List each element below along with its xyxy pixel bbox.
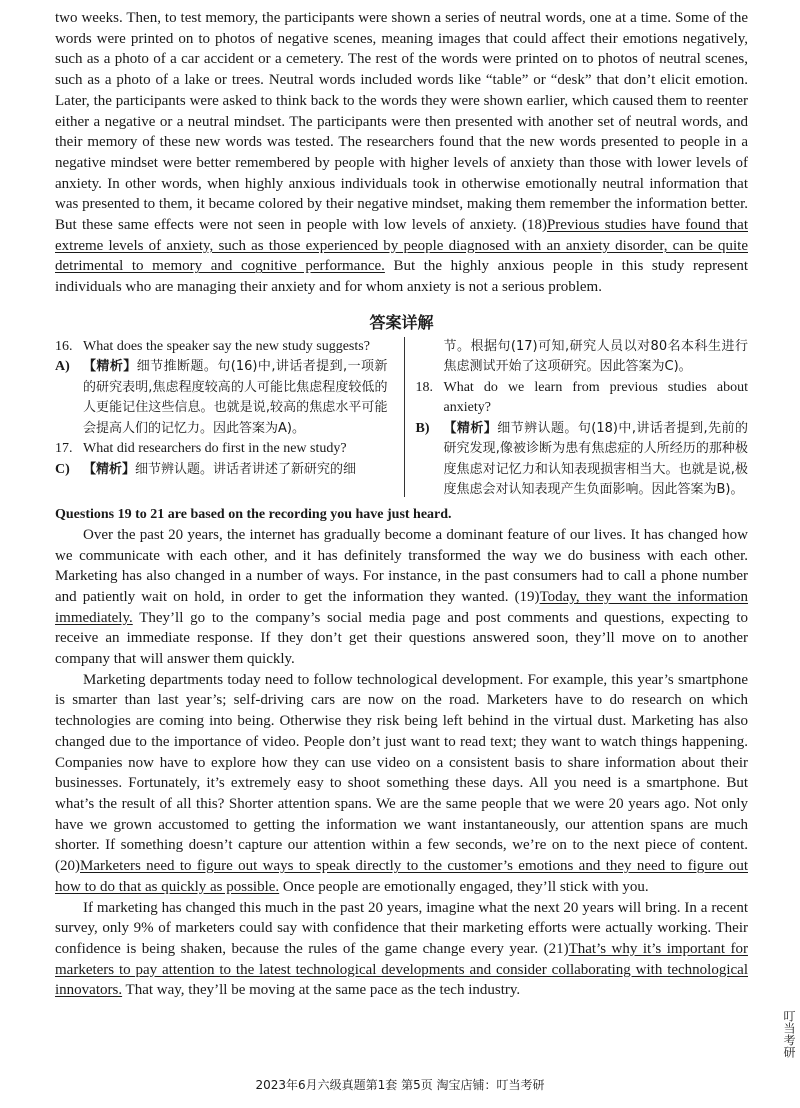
question-16: 16. What does the speaker say the new study suggests?	[55, 338, 370, 354]
answer-17-continued: 节。根据句(17)可知,研究人员以对80名本科生进行焦虑测试开始了这项研究。因此答案为C)。	[443, 338, 748, 375]
passage-top: two weeks. Then, to test memory, the participants were shown a series of neutral words, one at a time. Some of the words were printed on to photos of negative scenes, meaning images that could affect their emotions negatively, such as a photo of a car accident or a cemetery. The rest of the words were printed on to photos of neutral scenes, such as a photo of a lake or trees. Neutral words included words like “table” or “desk” that don’t elicit emotion. Later, the participants were asked to think back to the words they were shown earlier, which caused them to reenter either a negative or a neutral mindset. The participants were then presented with another set of neutral words, and their memory of these new words was tested. The researchers found that the new words presented to people in a negative mindset were better remembered by people with higher levels of anxiety than those with lower levels of anxiety. In other words, when highly anxious individuals took in otherwise emotionally neutral information that was presented to them, it became colored by their negative mindset, making them remember the information better. But these same effects were not seen in people with low levels of anxiety. (18)Previous studies have found that extreme levels of anxiety, such as those experienced by people diagnosed with an anxiety disorder, can be quite detrimental to memory and cognitive performance. But the highly anxious people in this study represent individuals who are managing their anxiety and for whom anxiety is not a serious problem.	[55, 10, 748, 296]
answer-17: C) 【精析】细节辨认题。讲话者讲述了新研究的细	[55, 461, 357, 477]
questions-19-21-heading: Questions 19 to 21 are based on the recording you have just heard.	[55, 506, 452, 522]
answers-right-column	[402, 337, 749, 501]
sentence-marker-18: (18)	[521, 217, 547, 234]
underlined-sentence-18: Previous studies have found that extreme levels of anxiety, such as those experienced by people diagnosed with an anxiety disorder, can be quite detrimental to memory and cognitive performance.	[55, 217, 748, 275]
answers-columns	[55, 337, 748, 501]
paragraph-2: Marketing departments today need to follow technological development. For example, this year’s smartphone is smarter than last year’s; self-driving cars are now on the road. Marketers have to do research on which technologies are coming into being. Otherwise they risk being left behind in the virtual dust. Marketing has also changed due to the importance of video. People don’t just want to read text; they want to watch things happening. Companies now have to explore how they can use video on a consistent basis to share information about their businesses. Fortunately, it’s extremely easy to shoot something these days. All you need is a smartphone. But what’s the result of all this? Shorter attention spans. We are the same people that we were 20 years ago. Not only have we grown accustomed to getting the information we want instantaneously, our attention spans are much shorter. If something doesn’t capture our attention within a few seconds, we’re on to the next piece of content. (20)Marketers need to figure out ways to speak directly to the customer’s emotions and they need to figure out how to do that as quickly as possible. Once people are emotionally engaged, they’ll stick with you.	[55, 671, 748, 895]
question-17: 17. What did researchers do first in the new study?	[55, 441, 347, 457]
page-footer: 2023年6月六级真题第1套 第5页 淘宝店铺：叮当考研	[255, 1078, 545, 1092]
sentence-marker-20: (20)	[55, 858, 80, 875]
answers-left-column	[55, 337, 402, 501]
underlined-sentence-20: Marketers need to figure out ways to speak directly to the customer’s emotions and they need to figure out how to do that as quickly as possible.	[55, 858, 748, 895]
answers-section-title: 答案详解	[369, 312, 434, 332]
paragraph-1: Over the past 20 years, the internet has gradually become a dominant feature of our lives. It has changed how we communicate with each other, and it has definitely transformed the way we do business with each other. Marketing has also changed in a number of ways. For instance, in the past consumers had to call a phone number and patiently wait on hold, in order to get the information they wanted. (19)Today, they want the information immediately. They’ll go to the company’s social media page and post comments and questions, expecting to receive an immediate response. If they don’t get their questions answered soon, they’ll move on to another company that will answer them quickly.	[55, 526, 748, 668]
paragraph-3: If marketing has changed this much in the past 20 years, imagine what the next 20 years will bring. In a recent survey, only 9% of marketers could say with confidence that their marketing efforts were actually working. Their confidence is being shaken, because the rules of the game change every year. (21)That’s why it’s important for marketers to pay attention to the latest technological developments and consider collaborating with technological innovators. That way, they’ll be moving at the same pace as the tech industry.	[55, 899, 748, 999]
column-divider	[404, 337, 405, 497]
underlined-sentence-21: That’s why it’s important for marketers to pay attention to the latest technological developments and consider collaborating with technological innovators.	[55, 940, 748, 999]
margin-note: 叮当考研	[782, 1010, 796, 1058]
sentence-marker-19: (19)	[514, 588, 540, 605]
answer-16: A) 【精析】细节推断题。句(16)中,讲话者提到,一项新的研究表明,焦虑程度较高的人可能比焦虑程度较低的人更能记住这些信息。也就是说,较高的焦虑水平可能会提高人们的记忆力。因此答案为A)。	[55, 359, 388, 436]
underlined-sentence-19: Today, they want the information immediately.	[55, 588, 748, 626]
question-18: 18. What do we learn from previous studies about anxiety?	[415, 379, 748, 416]
sentence-marker-21: (21)	[543, 940, 569, 957]
answer-18: B) 【精析】细节辨认题。句(18)中,讲话者提到,先前的研究发现,像被诊断为患有焦虑症的人所经历的那种极度焦虑对记忆力和认知表现损害相当大。也就是说,极度焦虑会对认知表现产生负面影响。因此答案为B)。	[415, 420, 748, 498]
